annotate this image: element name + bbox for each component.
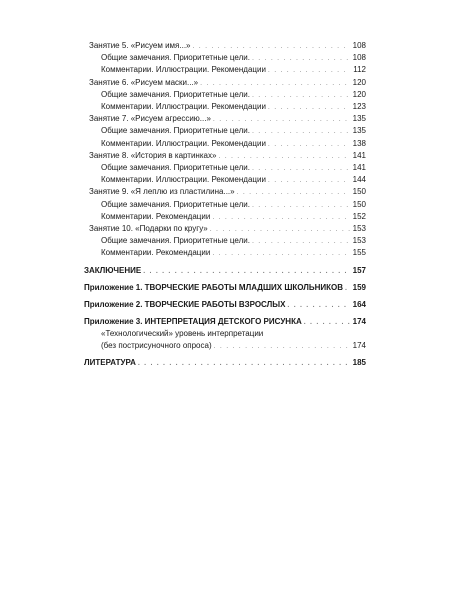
toc-entry-page: 150 bbox=[352, 199, 366, 209]
leader-dots bbox=[218, 151, 350, 162]
toc-entry-title: Приложение 1. ТВОРЧЕСКИЕ РАБОТЫ МЛАДШИХ ШКОЛЬНИКОВ bbox=[84, 282, 344, 292]
toc-entry bbox=[84, 150, 366, 162]
toc-entry-title: Общие замечания. Приоритетные цели. bbox=[101, 163, 250, 173]
toc-entry-title: (без пострисуночного опроса) bbox=[101, 340, 212, 350]
toc-entry-title: Общие замечания. Приоритетные цели. bbox=[101, 199, 250, 209]
toc-entry bbox=[84, 101, 366, 113]
toc-entry-page: 135 bbox=[352, 114, 366, 124]
leader-dots bbox=[210, 224, 350, 235]
toc-entry bbox=[84, 211, 366, 223]
toc-entry-title: Комментарии. Рекомендации bbox=[101, 248, 211, 258]
toc-entry bbox=[84, 247, 366, 259]
toc-entry bbox=[84, 162, 366, 174]
leader-dots bbox=[212, 212, 350, 223]
leader-dots bbox=[268, 175, 350, 186]
toc-entry-title: Комментарии. Рекомендации bbox=[101, 211, 211, 221]
leader-dots bbox=[138, 358, 350, 369]
toc-entry-title: Приложение 2. ТВОРЧЕСКИЕ РАБОТЫ ВЗРОСЛЫХ bbox=[84, 300, 286, 310]
leader-dots bbox=[252, 200, 350, 211]
toc-entry-title: Комментарии. Иллюстрации. Рекомендации bbox=[101, 102, 266, 112]
toc-entry-title: Занятие 8. «История в картинках» bbox=[89, 150, 217, 160]
toc-entry-page: 174 bbox=[352, 340, 366, 350]
toc-entry-page: 123 bbox=[352, 102, 366, 112]
toc-entry-title: ЗАКЛЮЧЕНИЕ bbox=[84, 265, 142, 275]
toc-entry-page: 141 bbox=[352, 150, 366, 160]
toc-entry-page: 157 bbox=[352, 265, 366, 275]
table-of-contents bbox=[84, 40, 366, 369]
toc-entry-page: 144 bbox=[352, 175, 366, 185]
toc-entry bbox=[84, 40, 366, 52]
toc-entry-title: Занятие 5. «Рисуем имя...» bbox=[89, 41, 191, 50]
toc-entry-page: 112 bbox=[353, 65, 366, 75]
toc-entry-page: 135 bbox=[352, 126, 366, 136]
toc-entry-title: Занятие 9. «Я леплю из пластилина...» bbox=[89, 187, 235, 197]
leader-dots bbox=[304, 317, 350, 328]
leader-dots bbox=[252, 163, 350, 174]
leader-dots bbox=[213, 114, 350, 125]
toc-entry bbox=[84, 64, 366, 76]
leader-dots bbox=[252, 53, 350, 64]
leader-dots bbox=[268, 139, 350, 150]
leader-dots bbox=[252, 126, 350, 137]
leader-dots bbox=[268, 65, 350, 76]
leader-dots bbox=[212, 248, 350, 259]
toc-entry bbox=[84, 199, 366, 211]
toc-entry-title: Комментарии. Иллюстрации. Рекомендации bbox=[101, 138, 266, 148]
leader-dots bbox=[143, 266, 350, 277]
toc-entry-page: 152 bbox=[352, 211, 366, 221]
toc-entry-title: Занятие 6. «Рисуем маски...» bbox=[89, 77, 199, 87]
toc-chapter bbox=[84, 282, 366, 294]
toc-entry-page: 150 bbox=[352, 187, 366, 197]
toc-entry-title: Приложение 3. ИНТЕРПРЕТАЦИЯ ДЕТСКОГО РИСУНКА bbox=[84, 317, 302, 327]
toc-entry-title: Занятие 10. «Подарки по кругу» bbox=[89, 224, 208, 234]
toc-entry-page: 108 bbox=[352, 53, 366, 63]
toc-entry-title: Общие замечания. Приоритетные цели. bbox=[101, 236, 250, 246]
leader-dots bbox=[287, 300, 350, 311]
toc-entry-page: 185 bbox=[352, 357, 366, 367]
toc-entry bbox=[84, 113, 366, 125]
toc-entry-title: Общие замечания. Приоритетные цели. bbox=[101, 53, 250, 63]
toc-entry bbox=[84, 52, 366, 64]
toc-entry bbox=[84, 138, 366, 150]
leader-dots bbox=[345, 283, 350, 294]
toc-entry bbox=[84, 235, 366, 247]
toc-entry-page: 120 bbox=[352, 77, 366, 87]
toc-entry-page: 120 bbox=[352, 89, 366, 99]
toc-entry-title: Общие замечания. Приоритетные цели. bbox=[101, 89, 250, 99]
toc-chapter bbox=[84, 299, 366, 311]
toc-entry-page: 174 bbox=[352, 317, 366, 327]
leader-dots bbox=[192, 41, 350, 52]
toc-entry-page: 141 bbox=[352, 163, 366, 173]
toc-entry-page: 159 bbox=[352, 282, 366, 292]
leader-dots bbox=[200, 78, 350, 89]
toc-chapter bbox=[84, 265, 366, 277]
toc-entry bbox=[84, 174, 366, 186]
toc-chapter bbox=[84, 357, 366, 369]
leader-dots bbox=[214, 341, 350, 352]
toc-entry bbox=[84, 89, 366, 101]
toc-entry-page: 138 bbox=[352, 138, 366, 148]
toc-entry-page: 164 bbox=[352, 300, 366, 310]
leader-dots bbox=[252, 90, 350, 101]
toc-entry bbox=[84, 340, 366, 352]
toc-entry bbox=[84, 77, 366, 89]
toc-entry-title: Комментарии. Иллюстрации. Рекомендации bbox=[101, 65, 266, 75]
toc-entry-title: Комментарии. Иллюстрации. Рекомендации bbox=[101, 175, 266, 185]
toc-entry-page: 155 bbox=[352, 248, 366, 258]
toc-entry-page: 153 bbox=[352, 236, 366, 246]
leader-dots bbox=[237, 187, 350, 198]
toc-entry-title: Общие замечания. Приоритетные цели. bbox=[101, 126, 250, 136]
toc-entry bbox=[84, 125, 366, 137]
toc-entry bbox=[84, 223, 366, 235]
toc-entry bbox=[84, 186, 366, 198]
leader-dots bbox=[268, 102, 350, 113]
toc-chapter bbox=[84, 316, 366, 328]
toc-entry-page: 108 bbox=[352, 41, 366, 50]
toc-subentry-line: «Технологический» уровень интерпретации bbox=[101, 329, 264, 339]
toc-entry-title: Занятие 7. «Рисуем агрессию...» bbox=[89, 114, 211, 124]
toc-entry-title: ЛИТЕРАТУРА bbox=[84, 357, 136, 367]
toc-entry-page: 153 bbox=[352, 224, 366, 234]
leader-dots bbox=[252, 236, 350, 247]
